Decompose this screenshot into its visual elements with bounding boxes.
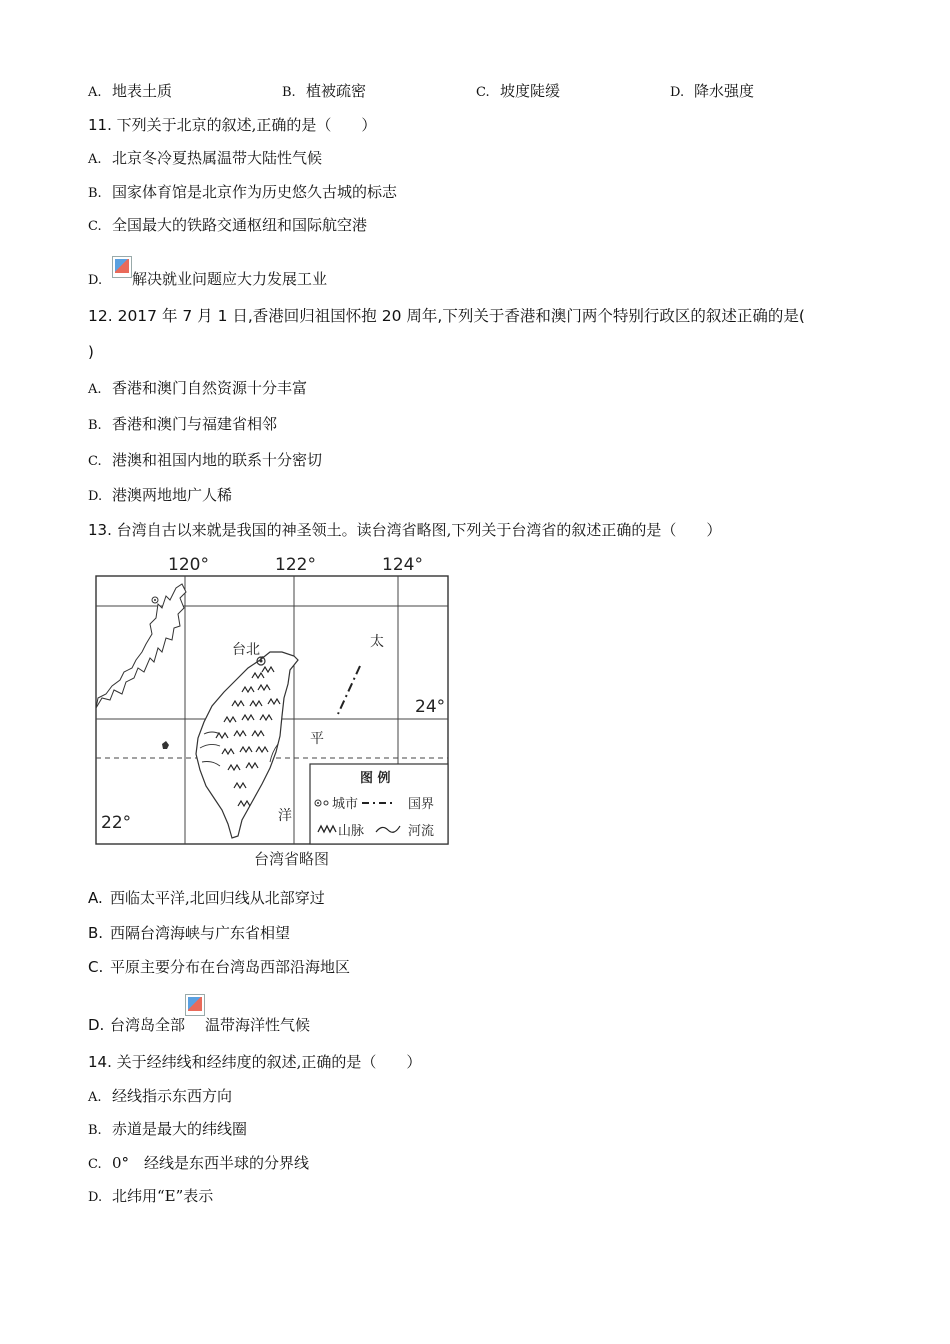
q14-stem: 14. 关于经纬线和经纬度的叙述,正确的是（ ） — [88, 1053, 422, 1071]
q14-option-b[interactable]: B. 赤道是最大的纬线圈 — [88, 1120, 248, 1138]
lat-label-22: 22° — [101, 813, 132, 833]
legend-border-label: 国界 — [408, 797, 435, 812]
border-line — [338, 666, 360, 714]
q13-option-c[interactable]: C. 平原主要分布在台湾岛西部沿海地区 — [88, 958, 351, 976]
lon-label-122: 122° — [275, 555, 316, 575]
q10-option-a[interactable]: A. 地表土质 — [88, 82, 173, 100]
q10-option-c[interactable]: C. 坡度陡缓 — [476, 82, 561, 100]
q12-option-b[interactable]: B. 香港和澳门与福建省相邻 — [88, 415, 278, 433]
q10-option-d[interactable]: D. 降水强度 — [670, 82, 755, 100]
lon-label-120: 120° — [168, 555, 209, 575]
q14-option-c[interactable]: C. 0° 经线是东西半球的分界线 — [88, 1154, 310, 1172]
lon-label-124: 124° — [382, 555, 423, 575]
legend-mountain-label: 山脉 — [338, 824, 365, 839]
q11-option-b[interactable]: B. 国家体育馆是北京作为历史悠久古城的标志 — [88, 183, 398, 201]
q14-option-a[interactable]: A. 经线指示东西方向 — [88, 1087, 233, 1105]
q12-option-c[interactable]: C. 港澳和祖国内地的联系十分密切 — [88, 451, 323, 469]
q10-options-row — [88, 81, 868, 101]
q12-option-a[interactable]: A. 香港和澳门自然资源十分丰富 — [88, 379, 308, 397]
q13-option-a[interactable]: A. 西临太平洋,北回归线从北部穿过 — [88, 889, 325, 907]
sea-char-yang: 洋 — [278, 808, 292, 824]
q11-option-c[interactable]: C. 全国最大的铁路交通枢纽和国际航空港 — [88, 216, 368, 234]
q12-stem-line1: 12. 2017 年 7 月 1 日,香港回归祖国怀抱 20 周年,下列关于香港和澳门两个特别行政区的叙述正确的是( — [88, 307, 805, 325]
taipei-city-dot — [260, 660, 263, 663]
q12-option-d[interactable]: D. 港澳两地地广人稀 — [88, 486, 233, 504]
legend-river-label: 河流 — [408, 824, 435, 839]
sea-char-ping: 平 — [310, 731, 324, 747]
penghu-island — [162, 741, 169, 749]
mainland-coast — [96, 584, 186, 708]
legend-title: 图 例 — [360, 771, 391, 786]
map-caption: 台湾省略图 — [254, 850, 330, 868]
broken-image-icon — [112, 256, 132, 278]
mainland-city-dot — [154, 599, 156, 601]
q13-option-d[interactable]: D. 台湾岛全部 温带海洋性气候 — [88, 994, 310, 1024]
q13-option-b[interactable]: B. 西隔台湾海峡与广东省相望 — [88, 924, 291, 942]
taiwan-map — [92, 548, 454, 872]
q10-option-b[interactable]: B. 植被疏密 — [282, 82, 367, 100]
q11-option-a[interactable]: A. 北京冬冷夏热属温带大陆性气候 — [88, 149, 323, 167]
q11-option-d[interactable]: D. 解决就业问题应大力发展工业 — [88, 256, 327, 282]
broken-image-icon — [185, 994, 205, 1016]
q11-stem: 11. 下列关于北京的叙述,正确的是（ ） — [88, 116, 377, 134]
legend-city-label: 城市 — [332, 797, 359, 812]
sea-char-tai: 太 — [370, 634, 384, 650]
lat-label-24: 24° — [415, 697, 446, 717]
q13-stem: 13. 台湾自古以来就是我国的神圣领土。读台湾省略图,下列关于台湾省的叙述正确的是（ ） — [88, 521, 722, 539]
q12-stem-line2: ) — [88, 343, 94, 361]
city-label-taipei: 台北 — [232, 642, 260, 658]
q14-option-d[interactable]: D. 北纬用“E”表示 — [88, 1187, 214, 1205]
legend-city-dot — [317, 802, 319, 804]
